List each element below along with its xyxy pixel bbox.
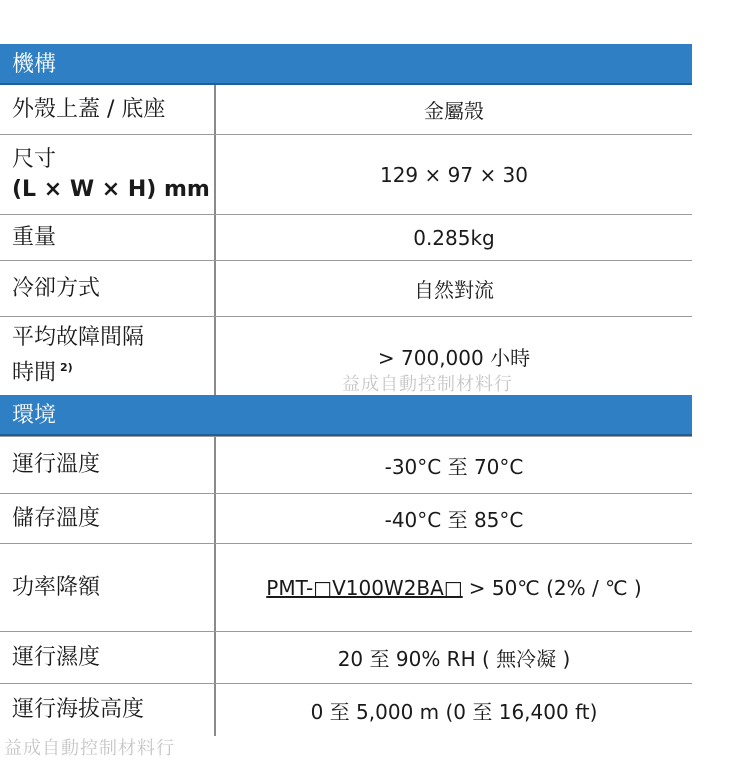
row-value: -40°C 至 85°C <box>384 508 524 532</box>
row-label: 冷卻方式 <box>0 261 216 316</box>
row-value <box>216 544 692 631</box>
table-row <box>0 632 692 684</box>
row-value: 金屬殼 <box>424 99 484 123</box>
row-label <box>0 135 216 214</box>
row-value: -30°C 至 70°C <box>384 454 524 479</box>
model-link[interactable]: PMT-□V100W2BA□ <box>266 575 463 600</box>
watermark: 益成自動控制材料行 <box>4 738 175 759</box>
table-row <box>0 544 692 632</box>
table-row <box>0 684 692 736</box>
section-header-mechanical: 機構 <box>0 44 692 85</box>
footnote-marker: 2) <box>60 361 73 375</box>
row-label: 運行溫度 <box>0 437 216 493</box>
row-value: 0 至 5,000 m (0 至 16,400 ft) <box>310 699 598 724</box>
table-row <box>0 494 692 544</box>
row-label-line: (L × W × H) mm <box>12 176 210 202</box>
section-header-environment: 環境 <box>0 395 692 436</box>
row-value: 20 至 90% RH ( 無冷凝 ) <box>337 647 571 671</box>
table-row <box>0 135 692 215</box>
row-value: 0.285kg <box>413 225 495 250</box>
row-label-line: 尺寸 <box>12 146 57 172</box>
table-row <box>0 85 692 135</box>
row-label: 功率降額 <box>0 544 216 631</box>
row-label-line: 平均故障間隔 <box>12 325 145 351</box>
row-value: 129 × 97 × 30 <box>379 162 529 187</box>
table-row <box>0 215 692 261</box>
row-label: 運行海拔高度 <box>0 684 216 736</box>
row-value: > 700,000 小時 <box>377 345 531 370</box>
table-row <box>0 317 692 395</box>
row-label-line <box>12 353 144 388</box>
spec-table <box>0 44 692 736</box>
row-label: 儲存溫度 <box>0 494 216 543</box>
row-label-text: 時間 <box>12 360 57 386</box>
row-label: 外殼上蓋 / 底座 <box>0 85 216 134</box>
watermark: 益成自動控制材料行 <box>342 374 513 395</box>
row-value-text: > 50℃ (2% / ℃ ) <box>468 575 642 600</box>
row-value: 自然對流 <box>414 278 494 302</box>
row-label: 運行濕度 <box>0 632 216 683</box>
row-label: 重量 <box>0 215 216 260</box>
table-row <box>0 436 692 494</box>
table-row <box>0 261 692 317</box>
row-label <box>0 317 216 395</box>
